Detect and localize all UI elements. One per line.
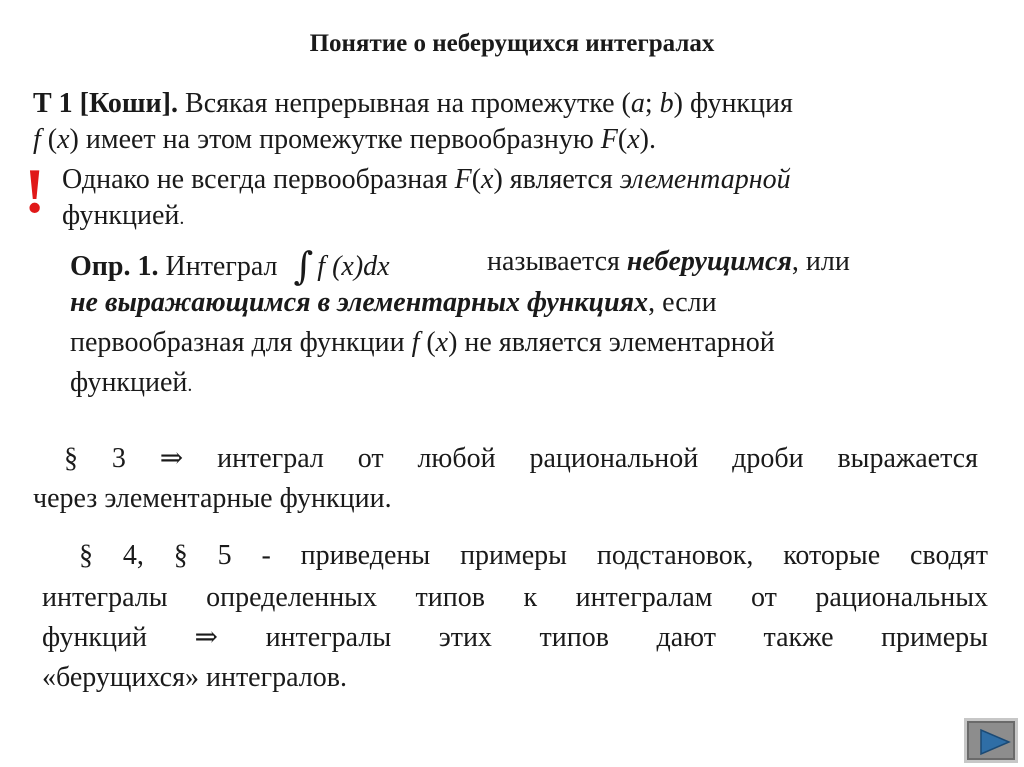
next-slide-button[interactable] <box>964 718 1018 763</box>
definition-line-4: функцией. <box>70 367 193 398</box>
exclamation-icon: ! <box>24 155 46 226</box>
integral-icon: ∫ <box>293 244 314 288</box>
theorem-line-2: f (x) имеет на этом промежутке первообразную F(x). <box>33 124 656 155</box>
play-triangle-icon <box>967 721 1021 766</box>
para4-line-2: интегралы определенных типов к интегралам от рациональных <box>42 582 988 613</box>
slide-title: Понятие о неберущихся интегралах <box>309 30 715 57</box>
para3-line-1: § 3 ⇒ интеграл от любой рациональной дроби выражается <box>64 443 978 474</box>
term-non-integrable: неберущимся <box>626 246 792 277</box>
theorem-label: Т 1 [Коши]. <box>33 88 179 119</box>
definition-label: Опр. 1. <box>70 251 159 282</box>
definition-line-2: не выражающимся в элементарных функциях, если <box>70 287 717 318</box>
term-non-elementary: не выражающимся в элементарных функциях <box>70 287 649 318</box>
definition-line-1b: называется неберущимся, или <box>487 246 850 277</box>
integral-expression: f (x)dx <box>317 251 390 282</box>
para3-line-2: через элементарные функции. <box>33 483 392 514</box>
warning-line-2: функцией. <box>62 200 185 231</box>
para4-line-4: «берущихся» интегралов. <box>42 662 347 693</box>
elementary-term: элементарной <box>619 164 791 195</box>
para4-line-1: § 4, § 5 - приведены примеры подстановок, которые сводят <box>79 540 988 571</box>
definition-line-3: первообразная для функции f (x) не является элементарной <box>70 327 775 358</box>
theorem-line-1: Т 1 [Коши]. Всякая непрерывная на промежутке (a; b) функция <box>33 88 793 119</box>
para4-line-3: функций ⇒ интегралы этих типов дают также примеры <box>42 622 988 653</box>
definition-line-1: Опр. 1. Интеграл ∫ f (x)dx <box>70 244 390 288</box>
warning-line-1: Однако не всегда первообразная F(x) является элементарной <box>62 164 791 195</box>
